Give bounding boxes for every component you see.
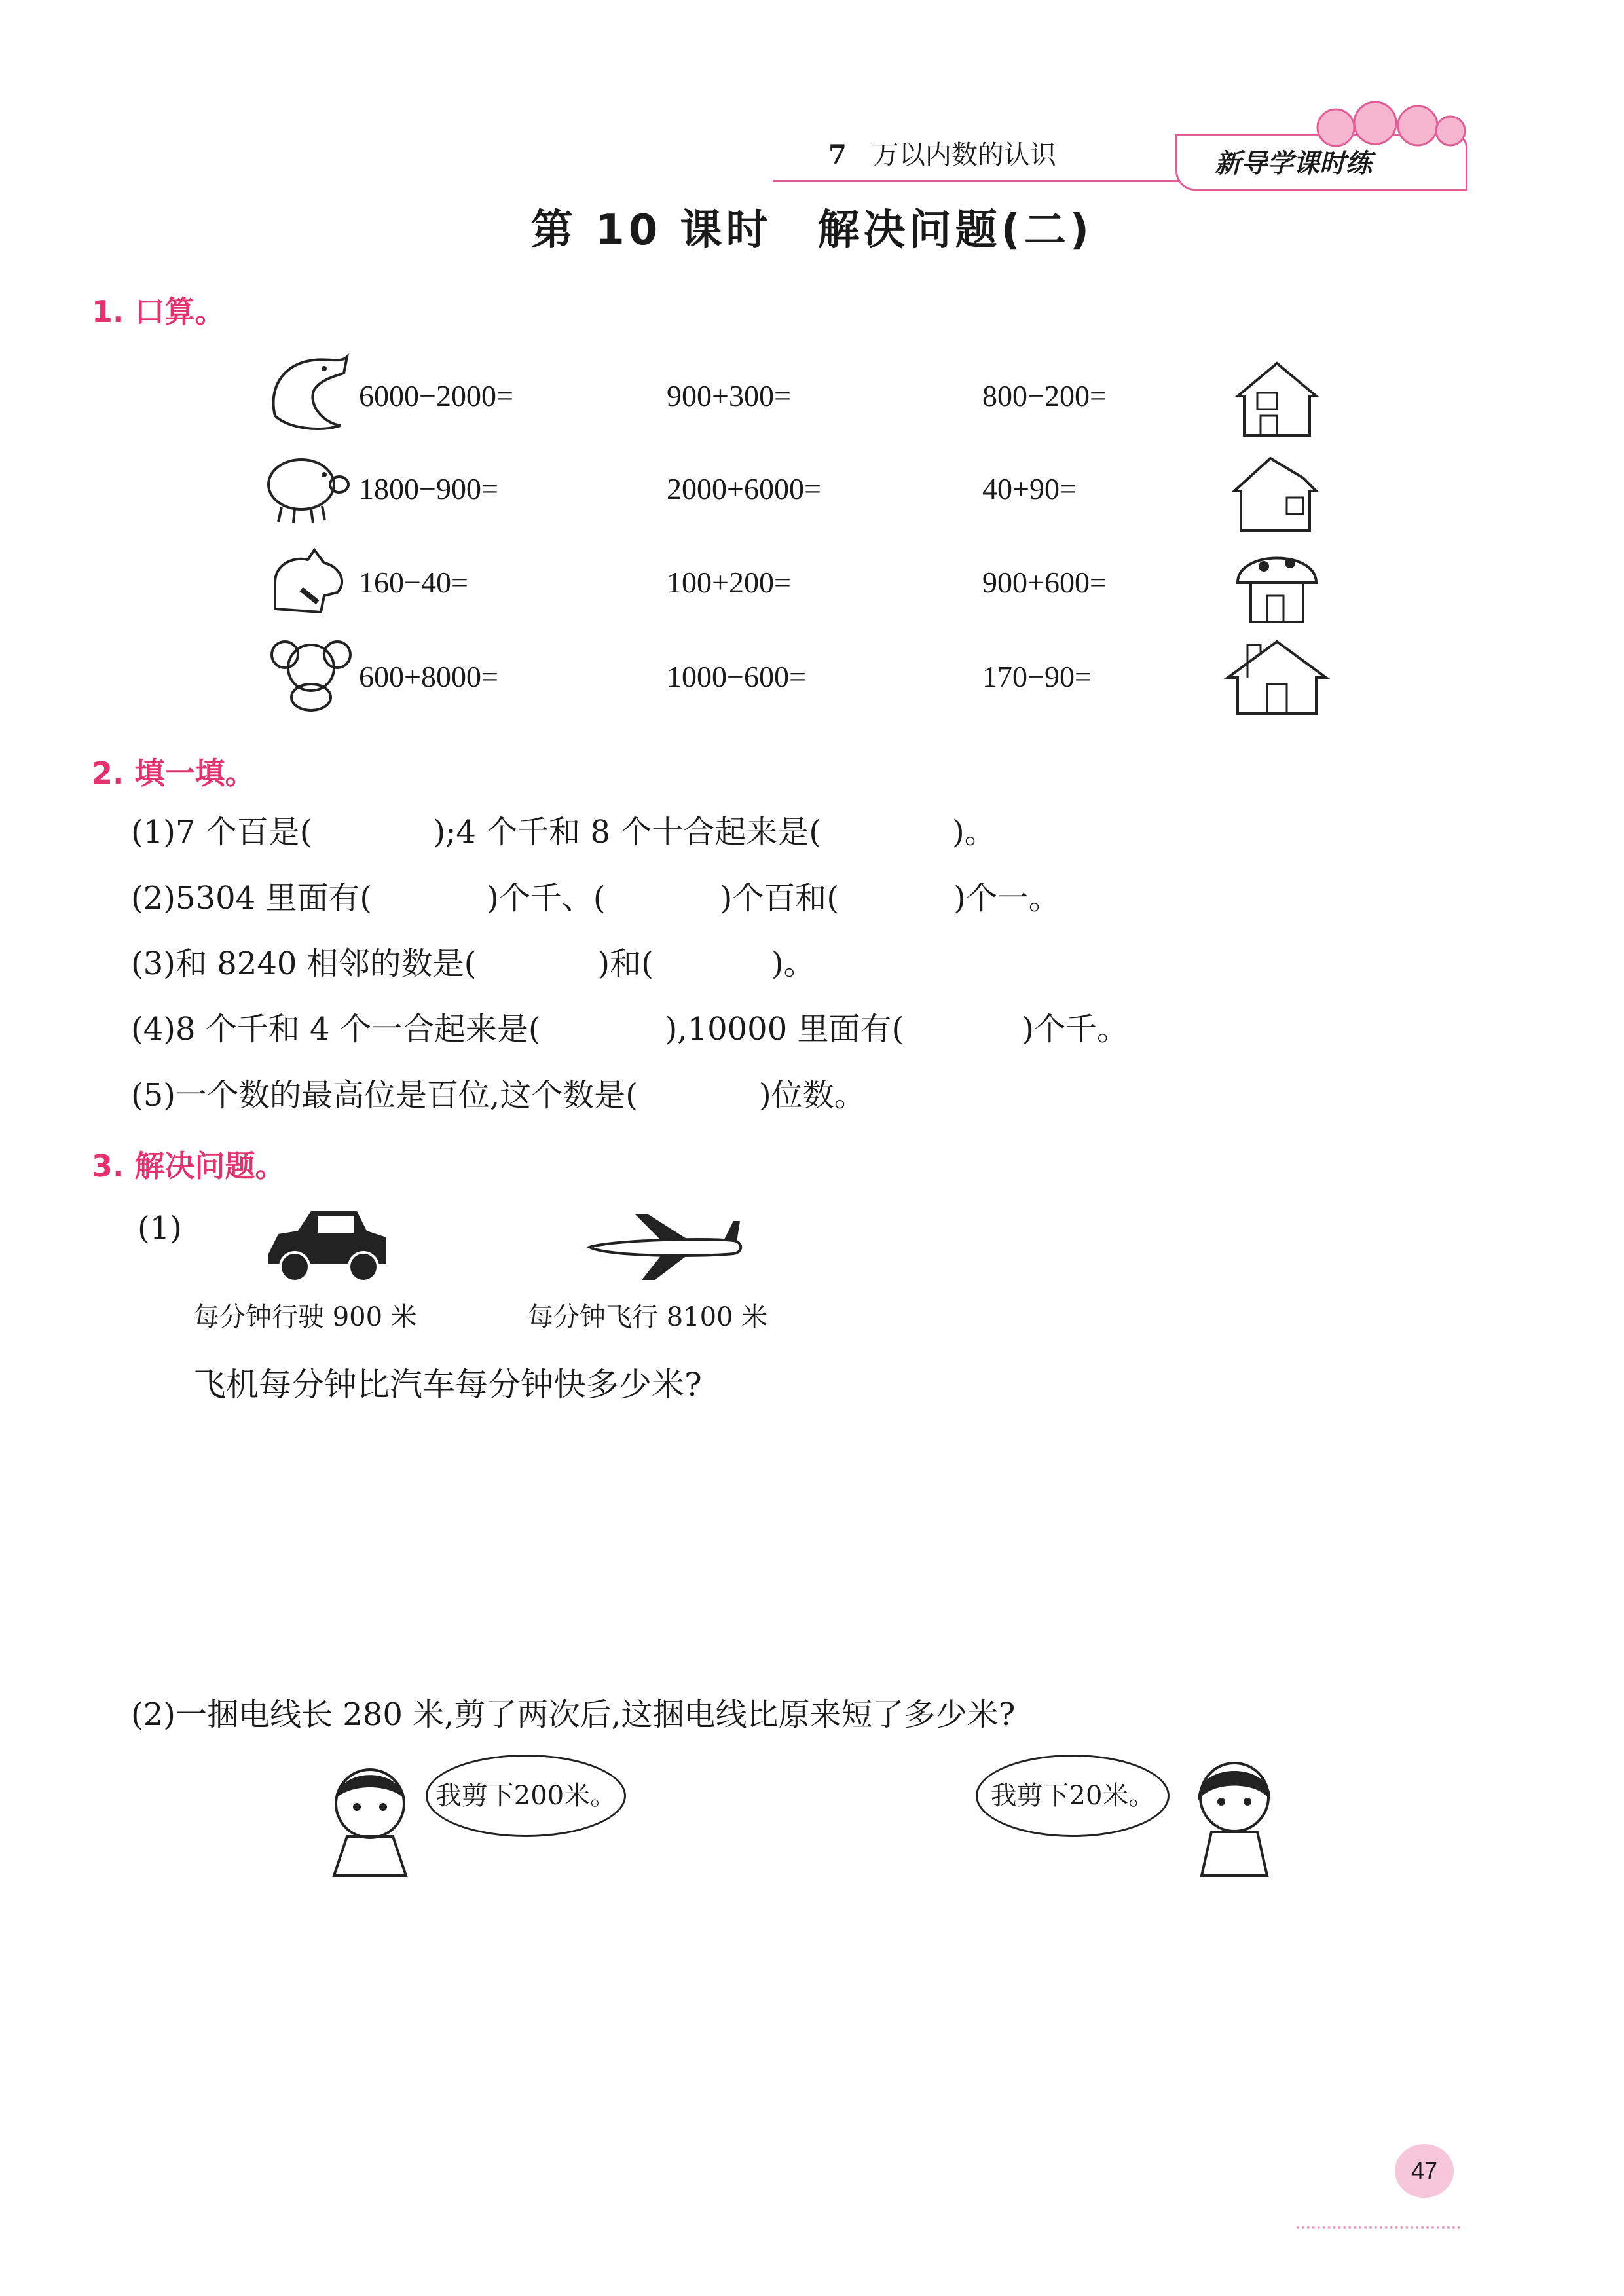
plane-caption: 每分钟飞行 8100 米 (527, 1302, 768, 1332)
girl-right-icon (1172, 1755, 1297, 1879)
chapter-label (828, 134, 1056, 172)
section2-heading: 2. 填一填。 (92, 756, 255, 791)
section1-heading: 1. 口算。 (92, 294, 225, 329)
car-icon (262, 1205, 393, 1286)
calc-r3-c3: 900+600= (982, 566, 1107, 599)
fill-item-2: (2)5304 里面有( )个千、( )个百和( )个一。 (131, 880, 1060, 917)
fill-item-3: (3)和 8240 相邻的数是( )和( )。 (131, 945, 815, 982)
chalet-icon (1221, 638, 1333, 723)
calc-r4-c2: 1000−600= (667, 660, 806, 693)
calc-r3-c2: 100+200= (667, 566, 791, 599)
pig-icon (262, 448, 354, 527)
calc-r3-c1: 160−40= (359, 566, 468, 599)
koala-icon (268, 635, 354, 714)
calc-r1-c2: 900+300= (667, 379, 791, 412)
speech-bubble-left: 我剪下200米。 (426, 1755, 626, 1837)
cottage-icon (1231, 452, 1323, 537)
calc-r4-c3: 170−90= (982, 660, 1092, 693)
header-rule (773, 180, 1179, 182)
page-title: 第 10 课时 解决问题(二) (530, 206, 1094, 255)
calc-r4-c1: 600+8000= (359, 660, 498, 693)
footer-dots (1297, 2226, 1460, 2229)
calc-r2-c1: 1800−900= (359, 472, 498, 505)
q2-question: (2)一捆电线长 280 米,剪了两次后,这捆电线比原来短了多少米? (131, 1696, 1016, 1733)
fill-item-1: (1)7 个百是( );4 个千和 8 个十合起来是( )。 (131, 814, 996, 850)
chapter-title: 万以内数的认识 (872, 140, 1056, 170)
dog-icon (262, 543, 354, 622)
car-caption: 每分钟行驶 900 米 (193, 1302, 417, 1332)
chapter-number: 7 (828, 139, 847, 170)
dolphin-icon (262, 350, 354, 435)
section3-heading: 3. 解决问题。 (92, 1148, 286, 1184)
fill-item-4: (4)8 个千和 4 个一合起来是( ),10000 里面有( )个千。 (131, 1011, 1128, 1048)
brand-label: 新导学课时练 (1215, 149, 1372, 179)
fill-item-5: (5)一个数的最高位是百位,这个数是( )位数。 (131, 1077, 866, 1114)
q1-question: 飞机每分钟比汽车每分钟快多少米? (193, 1366, 702, 1404)
calc-r1-c3: 800−200= (982, 379, 1107, 412)
girl-left-icon (308, 1761, 432, 1879)
speech-bubble-right: 我剪下20米。 (976, 1755, 1170, 1837)
q1-label: (1) (138, 1210, 182, 1247)
calc-r2-c2: 2000+6000= (667, 472, 821, 505)
calc-r2-c3: 40+90= (982, 472, 1077, 505)
house-icon (1231, 357, 1323, 442)
mushroom-house-icon (1231, 543, 1323, 629)
page-number: 47 (1395, 2144, 1454, 2198)
calc-r1-c1: 6000−2000= (359, 379, 513, 412)
kids-faces-icon (1303, 92, 1473, 151)
airplane-icon (583, 1208, 747, 1286)
